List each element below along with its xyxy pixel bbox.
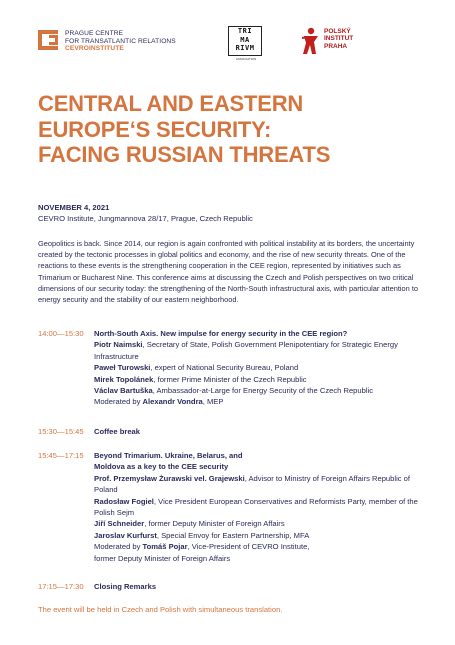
cevro-logo-line2: FOR TRANSATLANTIC RELATIONS bbox=[65, 37, 176, 45]
trimarium-logo bbox=[228, 26, 262, 61]
cevro-logo-line1: PRAGUE CENTRE bbox=[65, 30, 124, 37]
session-4-time: 17:15—17:30 bbox=[38, 582, 84, 591]
trimarium-sub: ASSOCIATION bbox=[235, 57, 257, 61]
page-title bbox=[38, 91, 418, 168]
title-line3: FACING RUSSIAN THREATS bbox=[38, 142, 331, 167]
session-1-moderator: Moderated by Alexandr Vondra, MEP bbox=[94, 397, 224, 407]
session-3-speaker-3: Jiří Schneider, former Deputy Minister of Foreign Affairs bbox=[94, 519, 285, 529]
session-3-moderator: Moderated by Tomáš Pojar, Vice-President of CEVRO Institute, bbox=[94, 542, 310, 552]
session-1-speaker-2: Paweł Turowski, expert of National Security Bureau, Poland bbox=[94, 363, 299, 373]
session-1-speaker-3: Mirek Topolánek, former Prime Minister of the Czech Republic bbox=[94, 374, 307, 384]
session-1-speaker-1: Piotr Naimski, Secretary of State, Polish Government Plenipotentiary for Strategic Energy Infrastructure bbox=[94, 340, 398, 361]
session-3-speaker-2: Radosław Fogiel, Vice President European Conservatives and Reformists Party, member of the Polish Sejm bbox=[94, 496, 418, 518]
session-4-heading: Closing Remarks bbox=[94, 582, 157, 591]
polish-institute-line1: POLSKÝ bbox=[324, 28, 351, 35]
session-1-time: 14:00—15:30 bbox=[38, 329, 84, 338]
intro-paragraph: Geopolitics is back. Since 2014, our region is again confronted with political instability at its borders, the uncertainty created by the tectonic processes in global politics and economy, and the rise of new security threats. One of the reactions to these events is the strengthening cooperation in the CEE region, represented by initiatives such as Trimarium or Bucharest Nine. This conference aims at discussing the Czech and Polish perspectives on two critical dimensions of our security today: the strengthening of the North-South infrastructural axis, with particular attention to energy security and the stability of our eastern neighborhood. bbox=[38, 239, 418, 305]
event-date: NOVEMBER 4, 2021 bbox=[38, 203, 110, 212]
cevro-logo-line3: CEVROINSTITUTE bbox=[65, 45, 124, 52]
cevro-logo-mark-inner bbox=[49, 35, 58, 45]
session-3-speaker-4: Jaroslav Kurfurst, Special Envoy for Eastern Partnership, MFA bbox=[94, 530, 310, 540]
polish-institute-line2: INSTITUT bbox=[324, 35, 354, 43]
session-3-heading-line2: Moldova as a key to the CEE security bbox=[94, 462, 229, 472]
cevro-logo bbox=[38, 30, 188, 52]
translation-note: The event will be held in Czech and Polish with simultaneous translation. bbox=[38, 605, 283, 614]
session-1-speaker-4: Václav Bartuška, Ambassador-at-Large for Energy Security of the Czech Republic bbox=[94, 386, 374, 396]
title-line2: EUROPE‘S SECURITY: bbox=[38, 116, 272, 142]
session-2-time: 15:30—15:45 bbox=[38, 427, 84, 436]
session-3-time: 15:45—17:15 bbox=[38, 451, 84, 460]
polish-institute-figure-icon bbox=[300, 26, 322, 56]
session-3-heading-line1: Beyond Trimarium. Ukraine, Belarus, and bbox=[94, 451, 243, 460]
polish-institute-line3: PRAHA bbox=[324, 42, 348, 50]
session-3-speaker-1: Prof. Przemysław Żurawski vel. Grajewski, Advisor to Ministry of Foreign Affairs Republic of Poland bbox=[94, 473, 410, 495]
session-3-moderator-line2: former Deputy Minister of Foreign Affairs bbox=[94, 553, 231, 563]
trimarium-row2: MA bbox=[240, 35, 250, 44]
event-venue: CEVRO Institute, Jungmannova 28/17, Prague, Czech Republic bbox=[38, 214, 253, 223]
trimarium-row3: RIVM bbox=[235, 44, 255, 53]
trimarium-row1: TRI bbox=[237, 27, 253, 35]
session-1-heading: North-South Axis. New impulse for energy security in the CEE region? bbox=[94, 329, 348, 338]
polish-institute-logo bbox=[300, 26, 360, 60]
polish-institute-text bbox=[324, 28, 353, 50]
session-2-heading: Coffee break bbox=[94, 427, 141, 436]
title-line1: CENTRAL AND EASTERN bbox=[38, 91, 304, 116]
